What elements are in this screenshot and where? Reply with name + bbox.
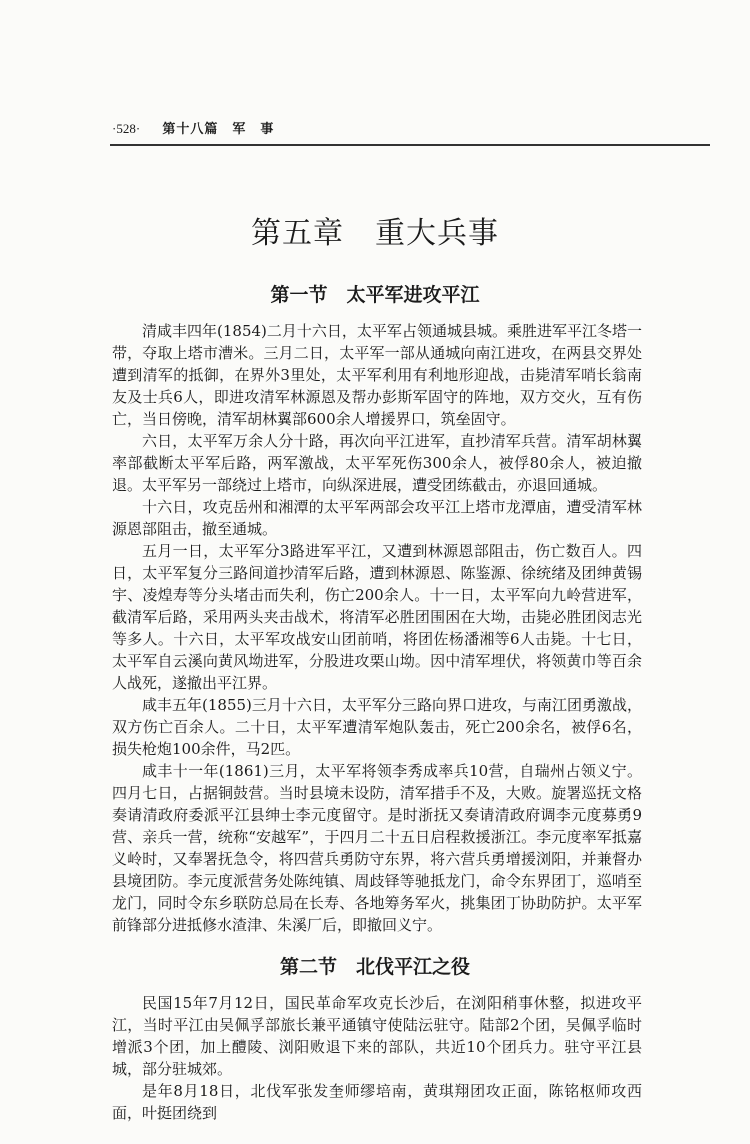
section-body — [112, 320, 642, 936]
paragraph: 十六日，攻克岳州和湘潭的太平军两部会攻平江上塔市龙潭庙，遭受清军林源恩部阻击，撤至通城。 — [112, 498, 642, 538]
paragraph: 咸丰五年(1855)三月十六日，太平军分三路向界口进攻，与南江团勇激战，双方伤亡百余人。二十日，太平军遭清军炮队轰击，死亡200余名，被俘6名，损失枪炮100余件，马2匹。 — [112, 696, 642, 758]
section-title: 第二节 北伐平江之役 — [279, 956, 470, 978]
paragraph: 是年8月18日，北伐军张发奎师缪培南，黄琪翔团攻正面，陈铭枢师攻西面，叶挺团绕到 — [112, 1082, 642, 1122]
section-title: 第一节 太平军进攻平江 — [270, 284, 480, 306]
section-body — [112, 992, 642, 1124]
paragraph: 咸丰十一年(1861)三月，太平军将领李秀成率兵10营，自瑞州占领义宁。四月七日，占据铜鼓营。当时县境未设防，清军措手不及，大败。旋署巡抚文格奏请清政府委派平江县绅士李元度留守。是时浙抚又奏请清政府调李元度募勇9营、亲兵一营，统称“安越军”，于四月二十五日启程救援浙江。李元度率军抵嘉义岭时，又奉署抚急令，将四营兵勇防守东界，将六营兵勇增援浏阳，并兼督办县境团防。李元度派营务处陈纯镇、周歧铎等驰抵龙门，命令东界团丁，巡哨至龙门，同时令东乡联防总局在长寿、各地筹务军火，挑集团丁协助防护。太平军前锋部分进抵修水渣津、朱溪厂后，即撤回义宁。 — [112, 762, 642, 934]
paragraph: 清咸丰四年(1854)二月十六日，太平军占领通城县城。乘胜进军平江冬塔一带，夺取上塔市漕米。三月二日，太平军一部从通城向南江进攻，在两县交界处遭到清军的抵御，在界外3里处，太平军利用有利地形迎战，击毙清军哨长翁南友及士兵6人，即进攻清军林源恩及帮办彭斯军固守的阵地，双方交火，互有伤亡，当日傍晚，清军胡林翼部600余人增援界口，筑垒固守。 — [112, 322, 642, 428]
header-rule — [110, 144, 710, 146]
paragraph: 民国15年7月12日，国民革命军攻克长沙后，在浏阳稍事休整，拟进攻平江，当时平江由吴佩孚部旅长兼平通镇守使陆沄驻守。陆部2个团，吴佩孚临时增派3个团，加上醴陵、浏阳败退下来的部队，共近10个团兵力。驻守平江县城，部分驻城郊。 — [112, 994, 642, 1078]
chapter-title: 第五章 重大兵事 — [251, 216, 499, 251]
running-header — [112, 120, 750, 140]
page-number: ·528· — [112, 121, 141, 136]
paragraph: 五月一日，太平军分3路进军平江，又遭到林源恩部阻击，伤亡数百人。四日，太平军复分三路间道抄清军后路，遭到林源恩、陈鉴源、徐统绪及团绅黄锡宇、凌煌寿等分头堵击而失利，伤亡200余人。十一日，太平军向九岭营进军，截清军后路，采用两头夹击战术，将清军必胜团围困在大坳，击毙必胜团闵志光等多人。十六日，太平军攻战安山团前哨，将团佐杨潘湘等6人击毙。十七日，太平军自云溪向黄风坳进军，分股进攻栗山坳。因中清军埋伏，将领黄巾等百余人战死，遂撤出平江界。 — [112, 542, 642, 692]
paragraph: 六日，太平军万余人分十路，再次向平江进军，直抄清军兵营。清军胡林翼率部截断太平军后路，两军激战，太平军死伤300余人，被俘80余人，被迫撤退。太平军另一部绕过上塔市，向纵深进展，遭受团练截击，亦退回通城。 — [112, 432, 642, 494]
part-title: 第十八篇 军 事 — [162, 122, 275, 137]
